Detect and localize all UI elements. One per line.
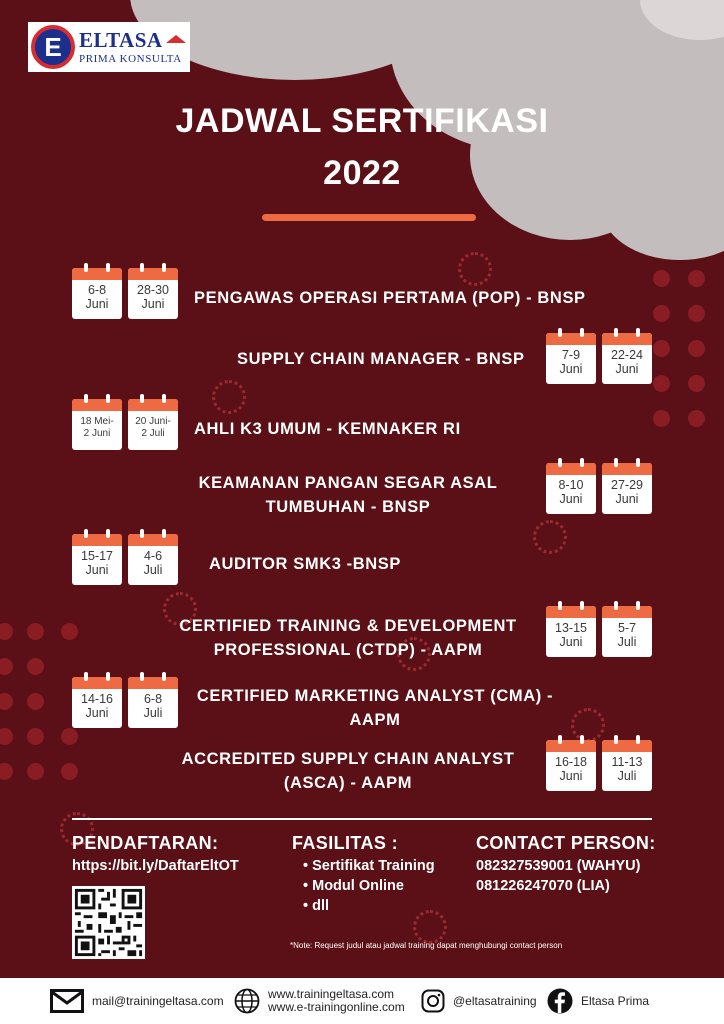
footer-website[interactable] xyxy=(234,978,405,1024)
logo-name: ELTASA xyxy=(79,27,163,52)
course-title: ACCREDITED SUPPLY CHAIN ANALYST (ASCA) - AAPM xyxy=(181,750,515,792)
course-title: AHLI K3 UMUM - KEMNAKER RI xyxy=(194,420,461,438)
decor-dot xyxy=(688,270,705,287)
mail-icon xyxy=(50,989,84,1013)
decor-ring xyxy=(413,910,447,944)
decor-ring xyxy=(212,380,246,414)
calendar-icon xyxy=(128,534,178,585)
calendar-icon xyxy=(72,677,122,728)
company-logo xyxy=(28,22,190,72)
website-line: www.e-trainingonline.com xyxy=(268,1000,405,1014)
decor-dot xyxy=(688,410,705,427)
decor-dot xyxy=(0,658,13,675)
course-title: SUPPLY CHAIN MANAGER - BNSP xyxy=(237,350,525,368)
website-line: www.trainingeltasa.com xyxy=(268,987,395,1001)
registration-heading: PENDAFTARAN: xyxy=(72,833,219,853)
calendar-icon xyxy=(546,333,596,384)
course-title: CERTIFIED MARKETING ANALYST (CMA) - AAPM xyxy=(196,687,554,729)
calendar-icon xyxy=(546,463,596,514)
decor-ring xyxy=(533,520,567,554)
calendar-icon xyxy=(602,463,652,514)
schedule-date: 20 Juni- 2 Juli xyxy=(135,416,171,439)
decor-dot xyxy=(688,305,705,322)
calendar-icon xyxy=(602,606,652,657)
calendar-icon xyxy=(72,534,122,585)
calendar-icon xyxy=(546,606,596,657)
calendar-icon xyxy=(546,740,596,791)
decor-dot xyxy=(653,410,670,427)
decor-dot xyxy=(61,763,78,780)
schedule-date: 14-16 Juni xyxy=(81,692,113,720)
calendar-icon xyxy=(72,268,122,319)
page-title-year: 2022 xyxy=(323,154,401,192)
course-title: KEAMANAN PANGAN SEGAR ASAL TUMBUHAN - BNSP xyxy=(198,474,498,516)
facility-item: • Modul Online xyxy=(303,876,404,896)
footer-facebook[interactable] xyxy=(547,978,649,1024)
footer-instagram[interactable] xyxy=(421,978,537,1024)
qr-code-graphic xyxy=(72,886,145,959)
decor-dot xyxy=(0,728,13,745)
decor-dot xyxy=(0,763,13,780)
decor-dot xyxy=(688,375,705,392)
course-title: AUDITOR SMK3 -BNSP xyxy=(209,555,402,573)
schedule-date: 6-8 Juni xyxy=(85,283,109,311)
instagram-text: @eltasatraining xyxy=(453,993,537,1008)
page-title: JADWAL SERTIFIKASI xyxy=(175,102,549,140)
facility-item: • dll xyxy=(303,896,329,916)
decor-dot xyxy=(653,375,670,392)
email-text: mail@trainingeltasa.com xyxy=(92,993,224,1008)
decor-dot xyxy=(27,728,44,745)
decor-dot xyxy=(653,305,670,322)
instagram-icon xyxy=(421,989,445,1013)
decor-dot xyxy=(27,693,44,710)
schedule-date: 4-6 Juli xyxy=(143,549,163,577)
schedule-date: 22-24 Juni xyxy=(611,348,643,376)
schedule-date: 15-17 Juni xyxy=(81,549,113,577)
calendar-icon xyxy=(602,740,652,791)
schedule-date: 18 Mei- 2 Juni xyxy=(80,416,114,439)
schedule-date: 8-10 Juni xyxy=(558,478,584,506)
globe-icon xyxy=(234,988,260,1014)
qr-code xyxy=(72,886,145,959)
calendar-icon xyxy=(72,399,122,450)
contact-phone[interactable]: 081226247070 (LIA) xyxy=(476,878,610,894)
schedule-date: 7-9 Juni xyxy=(559,348,583,376)
decor-dot xyxy=(0,623,13,640)
decor-dot xyxy=(688,340,705,357)
footer xyxy=(0,978,724,1024)
decor-dot xyxy=(653,340,670,357)
calendar-icon xyxy=(128,268,178,319)
decor-ring xyxy=(458,252,492,286)
calendar-icon xyxy=(128,399,178,450)
decor-dot xyxy=(61,728,78,745)
title-underline xyxy=(262,214,476,221)
website-text xyxy=(268,988,405,1014)
course-title: CERTIFIED TRAINING & DEVELOPMENT PROFESSIONAL (CTDP) - AAPM xyxy=(179,617,517,659)
contact-heading: CONTACT PERSON: xyxy=(476,833,656,853)
course-title: PENGAWAS OPERASI PERTAMA (POP) - BNSP xyxy=(194,289,586,307)
schedule-date: 13-15 Juni xyxy=(555,621,587,649)
schedule-date: 5-7 Juli xyxy=(617,621,637,649)
note-text: *Note: Request judul atau jadwal training dapat menghubungi contact person xyxy=(290,941,563,950)
decor-dot xyxy=(27,623,44,640)
decor-dot xyxy=(27,658,44,675)
logo-mark: E xyxy=(31,25,75,69)
decor-ring xyxy=(571,708,605,742)
facility-item: • Sertifikat Training xyxy=(303,856,435,876)
registration-link[interactable]: https://bit.ly/DaftarEltOT xyxy=(72,858,239,874)
facebook-text: Eltasa Prima xyxy=(581,993,650,1008)
facilities-heading: FASILITAS : xyxy=(292,833,399,853)
facebook-icon xyxy=(547,988,573,1014)
schedule-date: 6-8 Juli xyxy=(143,692,163,720)
calendar-icon xyxy=(602,333,652,384)
decor-dot xyxy=(653,270,670,287)
schedule-date: 27-29 Juni xyxy=(611,478,643,506)
section-divider xyxy=(72,818,652,820)
decor-dot xyxy=(27,763,44,780)
schedule-date: 28-30 Juni xyxy=(137,283,169,311)
contact-phone[interactable]: 082327539001 (WAHYU) xyxy=(476,858,641,874)
decor-dot xyxy=(0,693,13,710)
schedule-date: 11-13 Juli xyxy=(611,755,643,783)
decor-dot xyxy=(61,623,78,640)
logo-peak-icon xyxy=(166,35,186,43)
calendar-icon xyxy=(128,677,178,728)
footer-email[interactable] xyxy=(50,978,224,1024)
schedule-date: 16-18 Juni xyxy=(555,755,587,783)
logo-subtitle: PRIMA KONSULTA xyxy=(79,52,182,65)
